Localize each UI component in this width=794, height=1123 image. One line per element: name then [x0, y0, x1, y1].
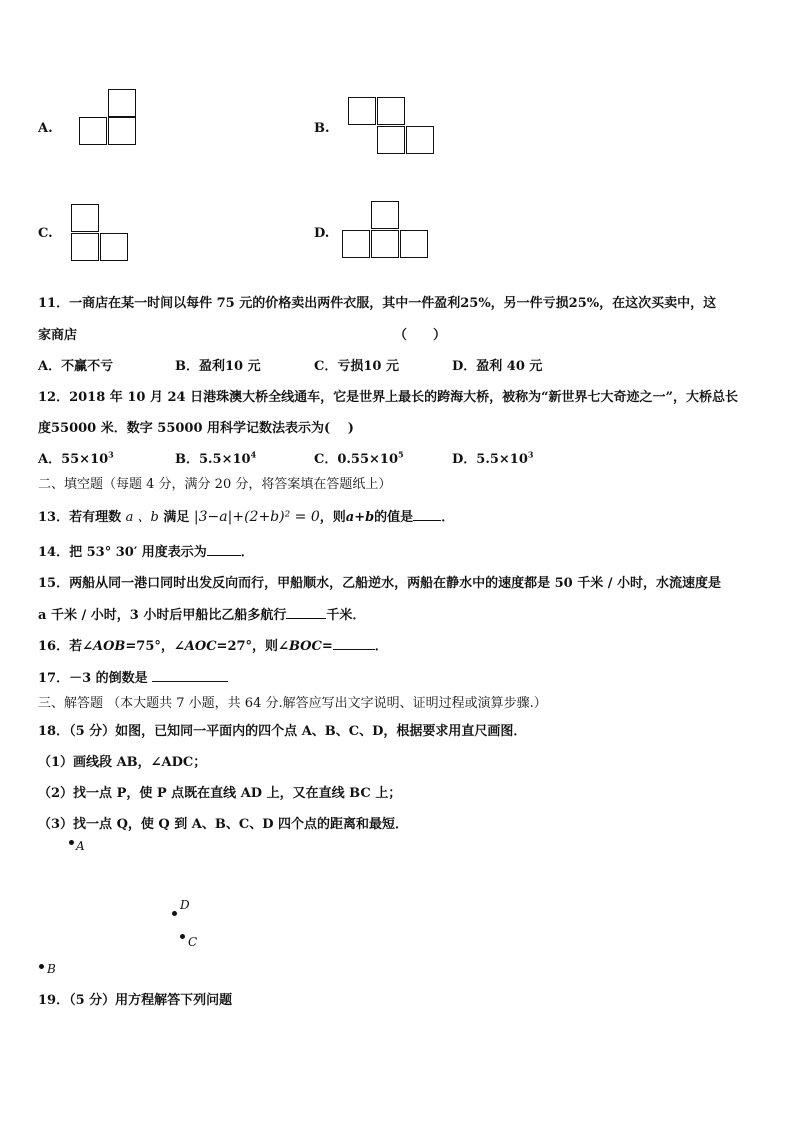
- q16-eq1: =75°，∠: [125, 639, 185, 654]
- point-d-dot: [172, 911, 177, 916]
- figure-d-cell: [342, 230, 370, 258]
- q12-option-b-exp: 4: [250, 449, 257, 460]
- q12-option-d-text: D．5.5×10: [452, 452, 528, 467]
- q12-line2: 度55000 米．数字 55000 用科学记数法表示为( ): [38, 421, 354, 436]
- figure-d-cell: [371, 201, 399, 229]
- q12-option-b: [175, 448, 256, 467]
- q12-option-d: [452, 448, 533, 467]
- q13-expression: |3−a|+(2+b)² = 0: [193, 509, 320, 525]
- point-c-dot: [180, 934, 185, 939]
- q15-answer-blank[interactable]: [286, 617, 326, 619]
- q11-line1: 11．一商店在某一时间以每件 75 元的价格卖出两件衣服，其中一件盈利25%，另一件亏损25%，在这次买卖中，这: [38, 296, 717, 311]
- q15-line2-text: a 千米 / 小时，3 小时后甲船比乙船多航行: [38, 608, 287, 623]
- q14: [38, 541, 254, 560]
- q16-end: ．: [374, 639, 388, 654]
- q16-aob: AOB: [92, 639, 126, 654]
- q12-option-c: [314, 448, 404, 467]
- q13-pre: 13．若有理数: [38, 510, 122, 525]
- figure-d-cell: [400, 230, 428, 258]
- q18-step-1: （1）画线段 AB，∠ADC；: [38, 755, 207, 770]
- q14-end: ．: [240, 545, 254, 560]
- q11-option-b: B．盈利10 元: [175, 359, 261, 374]
- q13-mid: 满足: [163, 510, 190, 525]
- q12-option-c-text: C．0.55×10: [314, 452, 398, 467]
- q11-option-c: C．亏损10 元: [314, 359, 399, 374]
- q13-post2: 的值是: [374, 510, 414, 525]
- q12-option-a-exp: 3: [108, 449, 114, 460]
- q12-line1: 12．2018 年 10 月 24 日港珠澳大桥全线通车，它是世界上最长的跨海大桥，被称为“新世界七大奇迹之一”，大桥总长: [38, 390, 739, 405]
- point-b-dot: [39, 964, 44, 969]
- q12-option-a-text: A．55×10: [38, 452, 109, 467]
- figure-b-cell: [348, 97, 376, 125]
- q13-vars: a 、b: [125, 510, 159, 525]
- figure-c-cell: [71, 233, 99, 261]
- q12-option-c-exp: 5: [398, 449, 404, 460]
- q12-option-a: [38, 448, 114, 467]
- q15-line1: 15．两船从同一港口同时出发反向而行，甲船顺水，乙船逆水，两船在静水中的速度都是 50 千米 / 小时，水流速度是: [38, 576, 722, 591]
- q18-step-2: （2）找一点 P，使 P 点既在直线 AD 上，又在直线 BC 上；: [38, 786, 402, 801]
- figure-b-cell: [377, 126, 405, 154]
- point-a-label: A: [76, 839, 85, 853]
- figure-a-cell: [108, 89, 136, 117]
- figure-b-cell: [377, 97, 405, 125]
- q16-pre: 16．若∠: [38, 639, 93, 654]
- q16-boc: BOC: [288, 639, 322, 654]
- q17-text: 17．－3 的倒数是: [38, 671, 148, 686]
- q15-line2: [38, 604, 365, 623]
- q14-text: 14．把 53° 30′ 用度表示为: [38, 545, 207, 560]
- q13: [38, 506, 454, 525]
- q13-answer-blank[interactable]: [413, 519, 441, 521]
- q17: [38, 667, 228, 686]
- q18-title: 18．（5 分）如图，已知同一平面内的四个点 A、B、C、D，根据要求用直尺画图．: [38, 724, 527, 739]
- point-d-label: D: [180, 898, 190, 912]
- figure-a-cell: [79, 117, 107, 145]
- q13-sum: a+b: [345, 510, 375, 525]
- figure-label-b: B.: [314, 121, 330, 136]
- q11-option-d: D．盈利 40 元: [452, 359, 543, 374]
- q13-end: ．: [441, 510, 455, 525]
- q14-answer-blank[interactable]: [207, 554, 241, 556]
- q15-line2-end: 千米．: [326, 608, 366, 623]
- figure-d-cell: [371, 230, 399, 258]
- q13-post1: ，则: [319, 510, 346, 525]
- q16-aoc: AOC: [184, 639, 217, 654]
- q16-eq3: =: [321, 639, 333, 654]
- q17-answer-blank[interactable]: [152, 680, 228, 682]
- point-a-dot: [69, 840, 74, 845]
- figure-c-cell: [100, 233, 128, 261]
- point-b-label: B: [47, 962, 56, 976]
- q11-line2: 家商店: [38, 328, 78, 343]
- point-c-label: C: [188, 935, 198, 949]
- figure-label-d: D.: [314, 226, 330, 241]
- q16-eq2: =27°，则∠: [216, 639, 289, 654]
- figure-a-cell: [108, 117, 136, 145]
- section-2-heading: 二、填空题（每题 4 分，满分 20 分，将答案填在答题纸上）: [38, 477, 392, 492]
- q16: [38, 635, 388, 654]
- section-3-heading: 三、解答题 （本大题共 7 小题，共 64 分.解答应写出文字说明、证明过程或演算步骤.）: [38, 696, 547, 711]
- figure-c-cell: [71, 204, 99, 232]
- q18-step-3: （3）找一点 Q，使 Q 到 A、B、C、D 四个点的距离和最短．: [38, 817, 409, 832]
- q19-title: 19．（5 分）用方程解答下列问题: [38, 993, 233, 1008]
- q16-answer-blank[interactable]: [333, 648, 375, 650]
- figure-label-a: A.: [38, 121, 53, 136]
- q12-option-b-text: B．5.5×10: [175, 452, 251, 467]
- figure-label-c: C.: [38, 226, 53, 241]
- q12-option-d-exp: 3: [527, 449, 534, 460]
- q11-answer-paren: （ ）: [394, 328, 447, 343]
- q11-option-a: A．不赢不亏: [38, 359, 114, 374]
- figure-b-cell: [406, 126, 434, 154]
